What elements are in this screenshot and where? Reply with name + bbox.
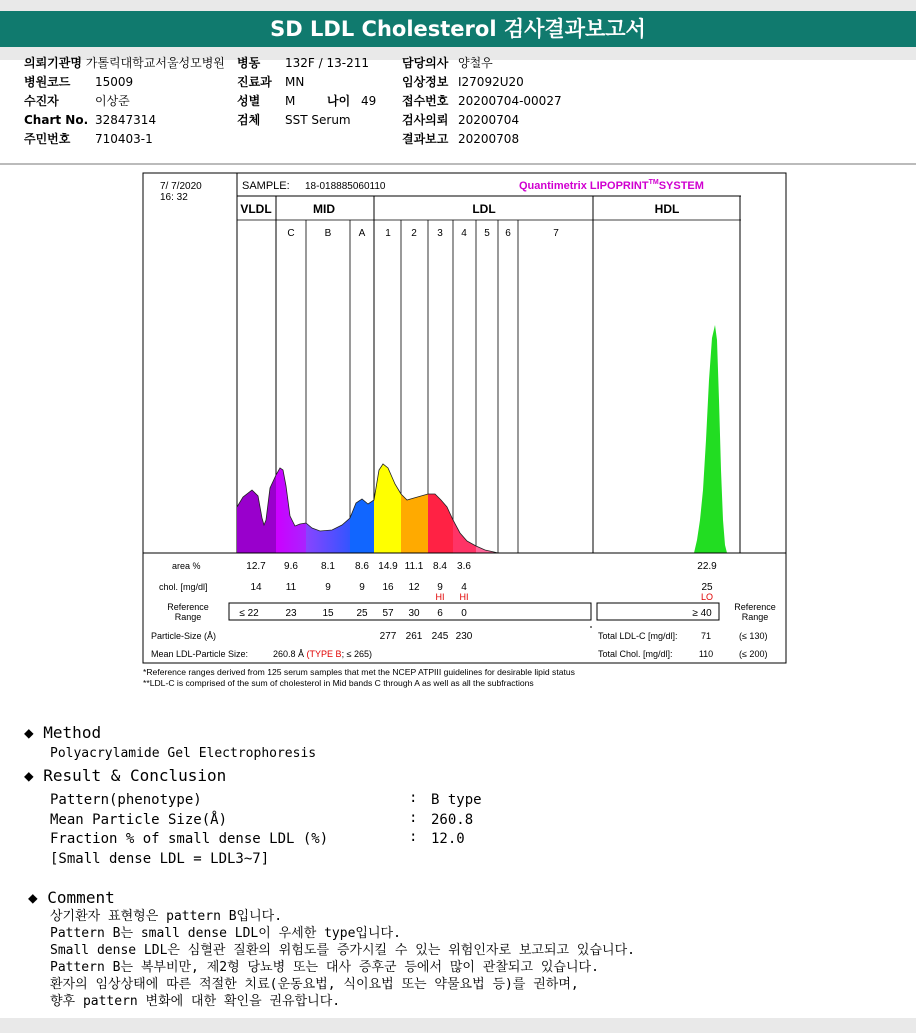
info-row: 병원코드 15009 <box>24 75 134 89</box>
ref-value: 15 <box>322 608 334 619</box>
area-value: 9.6 <box>284 561 298 572</box>
info-row: 의뢰기관명 가톨릭대학교서울성모병원 <box>24 56 225 70</box>
chol-value: 4 <box>461 582 467 593</box>
chol-value: 9 <box>437 582 443 593</box>
info-row: 결과보고 20200708 <box>402 132 520 146</box>
ref-value: 57 <box>382 608 394 619</box>
flag-hi: HI <box>459 592 469 602</box>
report-time: 16: 32 <box>160 192 188 203</box>
ref-value: 23 <box>285 608 297 619</box>
chol-value: 25 <box>701 582 713 593</box>
band-label: 3 <box>437 228 443 239</box>
comment-line: Pattern B는 small dense LDL이 우세한 type입니다. <box>50 926 401 941</box>
info-row: Chart No. 32847314 <box>24 113 157 127</box>
info-row: 진료과 MN <box>237 75 305 89</box>
band-label: 4 <box>461 228 467 239</box>
colon: : <box>409 790 418 806</box>
diamond-icon: ◆ <box>28 888 38 907</box>
zone-vldl: VLDL <box>240 202 272 216</box>
chol-value: 12 <box>408 582 420 593</box>
result-value: 260.8 <box>431 812 474 828</box>
ref-label: Reference Range <box>167 602 209 622</box>
chol-value: 16 <box>382 582 394 593</box>
result-label: Fraction % of small dense LDL (%) <box>50 831 329 847</box>
info-row: 성별 M 나이 49 <box>237 94 377 108</box>
area-value: 8.6 <box>355 561 369 572</box>
chol-value: 9 <box>325 582 331 593</box>
mean-value: 260.8 Å (TYPE B; ≤ 265) <box>273 649 373 659</box>
footnote-2: **LDL-C is comprised of the sum of cholesterol in Mid bands C through A as well as all the subfractions <box>143 678 534 688</box>
area-value: 8.4 <box>433 561 447 572</box>
chol-value: 9 <box>359 582 365 593</box>
total-chol-label: Total Chol. [mg/dl]: <box>598 649 673 659</box>
sample-label: SAMPLE: <box>242 180 290 192</box>
colon: : <box>409 810 418 826</box>
particle-value: 277 <box>379 631 397 642</box>
ref-value: 6 <box>437 608 443 619</box>
result-label: Pattern(phenotype) <box>50 792 202 808</box>
diamond-icon: ◆ <box>24 766 34 785</box>
result-note: [Small dense LDL = LDL3~7] <box>50 851 270 867</box>
particle-label: Particle-Size (Å) <box>151 631 217 641</box>
band-label: A <box>358 228 366 239</box>
total-chol-ref: (≤ 200) <box>739 649 768 659</box>
area-value: 3.6 <box>457 561 471 572</box>
ref-value: 25 <box>356 608 368 619</box>
right-ref-label: Reference Range <box>734 602 776 622</box>
area-value: 11.1 <box>404 561 424 572</box>
band-label: 1 <box>385 228 391 239</box>
ref-value: ≥ 40 <box>692 608 712 619</box>
total-ldl-label: Total LDL-C [mg/dl]: <box>598 631 678 641</box>
info-row: 수진자 이상준 <box>24 94 130 108</box>
band-label: 2 <box>411 228 417 239</box>
ref-value: 0 <box>461 608 467 619</box>
comment-heading: ◆ Comment <box>28 888 115 907</box>
ldl2-peak <box>401 494 428 553</box>
comment-line: 상기환자 표현형은 pattern B입니다. <box>50 909 283 924</box>
chol-value: 11 <box>285 582 297 593</box>
comment-line: Small dense LDL은 심혈관 질환의 위험도를 증가시킬 수 있는 위험인자로 보고되고 있습니다. <box>50 943 635 958</box>
diamond-icon: ◆ <box>24 723 34 742</box>
comment-line: Pattern B는 복부비만, 제2형 당뇨병 또는 대사 증후군 등에서 많이 관찰되고 있습니다. <box>50 960 599 975</box>
info-row: 주민번호 710403-1 <box>24 132 153 146</box>
band-label: 7 <box>553 228 559 239</box>
colon: : <box>409 829 418 845</box>
method-text: Polyacrylamide Gel Electrophoresis <box>50 746 317 761</box>
comment-line: 향후 pattern 변화에 대한 확인을 권유합니다. <box>50 994 341 1009</box>
info-row: 검체 SST Serum <box>237 113 351 127</box>
area-value: 22.9 <box>697 561 717 572</box>
flag-lo: LO <box>700 592 714 602</box>
flag-hi: HI <box>435 592 445 602</box>
brand-name: Quantimetrix LIPOPRINT™SYSTEM <box>519 179 704 192</box>
area-value: 12.7 <box>246 561 266 572</box>
comment-line: 환자의 임상상태에 따른 적절한 치료(운동요법, 식이요법 또는 약물요법 등)를 권하며, <box>50 977 579 992</box>
result-label: Mean Particle Size(Å) <box>50 812 228 828</box>
area-value: 8.1 <box>321 561 335 572</box>
bottom-bar <box>0 1018 916 1033</box>
area-label: area % <box>172 561 201 571</box>
result-heading: ◆ Result & Conclusion <box>24 766 227 785</box>
method-heading: ◆ Method <box>24 723 102 742</box>
sample-id: 18-018885060110 <box>305 181 386 192</box>
band-label: 6 <box>505 228 511 239</box>
particle-value: 230 <box>455 631 473 642</box>
mean-label: Mean LDL-Particle Size: <box>151 649 249 659</box>
result-value: B type <box>431 792 482 808</box>
chol-value: 14 <box>250 582 262 593</box>
info-row: 임상정보 I27092U20 <box>402 75 524 89</box>
particle-value: 245 <box>431 631 449 642</box>
report-title: SD LDL Cholesterol 검사결과보고서 <box>0 11 916 47</box>
footnote-1: *Reference ranges derived from 125 serum samples that met the NCEP ATPIII guidelines for desirable lipid status <box>143 667 575 677</box>
info-row: 접수번호 20200704-00027 <box>402 94 562 108</box>
result-value: 12.0 <box>431 831 465 847</box>
band-label: C <box>287 228 295 239</box>
total-ldl-ref: (≤ 130) <box>739 631 768 641</box>
report-date: 7/ 7/2020 <box>160 181 202 192</box>
chol-label: chol. [mg/dl] <box>159 582 208 592</box>
band-label: 5 <box>484 228 490 239</box>
total-ldl-value: 71 <box>700 631 712 641</box>
zone-hdl: HDL <box>654 202 680 216</box>
ref-value: 30 <box>408 608 420 619</box>
total-chol-value: 110 <box>698 649 714 659</box>
band-label: B <box>324 228 332 239</box>
info-row: 검사의뢰 20200704 <box>402 113 520 127</box>
info-row: 담당의사 양철우 <box>402 56 493 70</box>
particle-value: 261 <box>405 631 423 642</box>
zone-mid: MID <box>313 202 335 216</box>
zone-ldl: LDL <box>472 202 496 216</box>
area-value: 14.9 <box>378 561 398 572</box>
ref-value: ≤ 22 <box>239 608 259 619</box>
info-row: 병동 132F / 13-211 <box>237 56 369 70</box>
